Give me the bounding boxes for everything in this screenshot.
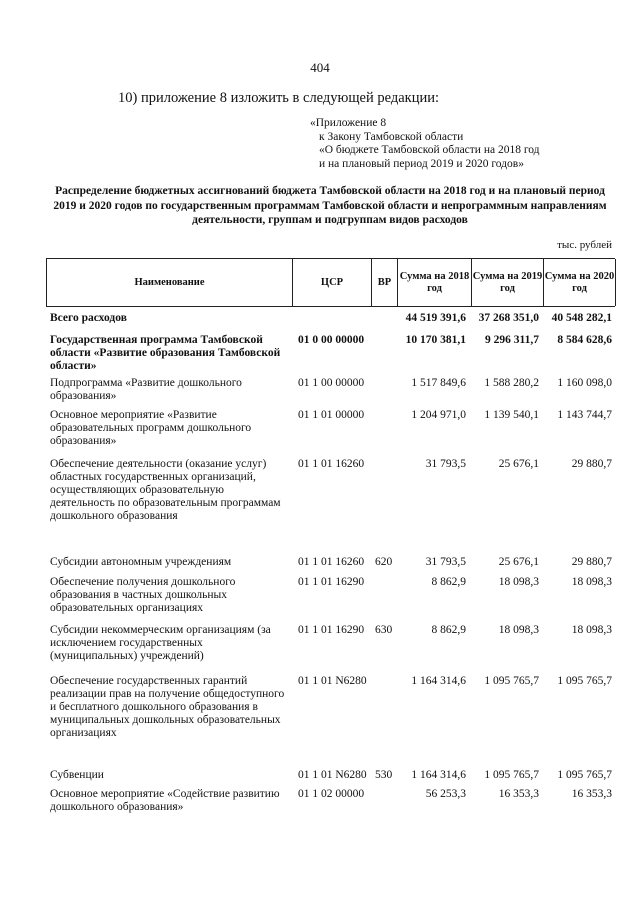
row-sum-2019: 9 296 311,7 — [485, 334, 539, 346]
row-sum-2020: 18 098,3 — [571, 576, 612, 588]
row-name: Обеспечение деятельности (оказание услуг) областных государственных организаций, осуществляющих образовательную деятельность по образовательным программам дошкольного образования — [50, 458, 281, 522]
intro-text: 10) приложение 8 изложить в следующей редакции: — [118, 90, 440, 106]
row-vr: 620 — [375, 556, 393, 568]
row-name: Субсидии автономным учреждениям — [50, 556, 232, 568]
header-vr: ВР — [372, 259, 398, 306]
row-csr: 01 1 01 16290 — [298, 576, 365, 588]
row-sum-2018: 44 519 391,6 — [405, 312, 466, 324]
row-sum-2019: 16 353,3 — [498, 788, 539, 800]
row-sum-2020: 1 095 765,7 — [557, 675, 612, 687]
row-sum-2019: 18 098,3 — [498, 624, 539, 636]
row-sum-2020: 8 584 628,6 — [557, 334, 612, 346]
row-csr: 01 1 01 00000 — [298, 409, 365, 421]
row-sum-2020: 29 880,7 — [571, 458, 612, 470]
row-name: Обеспечение получения дошкольного образования в частных дошкольных образовательных организациях — [50, 576, 236, 614]
annex-line-3: «О бюджете Тамбовской области на 2018 год — [319, 144, 540, 156]
budget-table — [46, 258, 615, 813]
row-csr: 01 1 01 16290 — [298, 624, 365, 636]
annex-line-1: «Приложение 8 — [310, 117, 387, 129]
row-sum-2019: 25 676,1 — [498, 458, 539, 470]
row-sum-2018: 31 793,5 — [425, 556, 466, 568]
header-sum-2020: Сумма на 2020 год — [544, 259, 616, 306]
row-csr: 01 1 01 16260 — [298, 556, 365, 568]
document-title: Распределение бюджетных ассигнований бюджета Тамбовской области на 2018 год и на плановый период 2019 и 2020 годов по государственным программам Тамбовской области и непрограммным направлениям деятельности, группам и подгруппам видов расходов — [53, 185, 607, 226]
row-name: Субсидии некоммерческим организациям (за исключением государственных (муниципальных) учреждений) — [50, 624, 271, 662]
row-sum-2018: 56 253,3 — [425, 788, 466, 800]
annex-header — [310, 117, 540, 171]
row-sum-2018: 1 517 849,6 — [411, 377, 466, 389]
row-sum-2019: 1 139 540,1 — [484, 409, 539, 421]
row-name: Основное мероприятие «Развитие образовательных программ дошкольного образования» — [50, 409, 252, 447]
row-sum-2020: 18 098,3 — [571, 624, 612, 636]
row-sum-2019: 18 098,3 — [498, 576, 539, 588]
row-name: Основное мероприятие «Содействие развитию дошкольного образования» — [50, 788, 280, 813]
row-sum-2019: 25 676,1 — [498, 556, 539, 568]
row-sum-2018: 1 164 314,6 — [411, 769, 466, 781]
row-sum-2020: 16 353,3 — [571, 788, 612, 800]
row-sum-2020: 40 548 282,1 — [551, 312, 612, 324]
header-csr: ЦСР — [293, 259, 372, 306]
header-name: Наименование — [47, 259, 293, 306]
table-header — [46, 258, 615, 307]
row-sum-2019: 37 268 351,0 — [478, 312, 539, 324]
row-sum-2020: 1 095 765,7 — [557, 769, 612, 781]
annex-line-4: и на плановый период 2019 и 2020 годов» — [319, 157, 524, 170]
page-number: 404 — [310, 60, 330, 75]
row-sum-2018: 10 170 381,1 — [405, 334, 466, 346]
row-sum-2018: 8 862,9 — [431, 624, 466, 636]
row-sum-2019: 1 095 765,7 — [484, 769, 539, 781]
row-name: Субвенции — [50, 769, 104, 781]
row-sum-2018: 8 862,9 — [431, 576, 466, 588]
row-vr: 630 — [375, 624, 393, 636]
row-sum-2020: 1 160 098,0 — [557, 377, 612, 389]
units-label: тыс. рублей — [557, 239, 612, 251]
row-csr: 01 1 01 N6280 — [298, 769, 367, 781]
row-csr: 01 0 00 00000 — [298, 334, 365, 346]
row-vr: 530 — [375, 769, 393, 781]
row-csr: 01 1 00 00000 — [298, 377, 365, 389]
row-sum-2019: 1 095 765,7 — [484, 675, 539, 687]
row-name: Обеспечение государственных гарантий реализации прав на получение общедоступного и бесплатного дошкольного образования в муниципальных дошкольных образовательных организациях — [50, 675, 285, 739]
row-sum-2018: 1 204 971,0 — [411, 409, 466, 421]
row-name: Всего расходов — [50, 312, 127, 324]
row-csr: 01 1 01 16260 — [298, 458, 365, 470]
row-sum-2018: 1 164 314,6 — [411, 675, 466, 687]
header-sum-2019: Сумма на 2019 год — [472, 259, 544, 306]
annex-line-2: к Закону Тамбовской области — [319, 130, 464, 143]
row-name: Государственная программа Тамбовской области «Развитие образования Тамбовской области» — [50, 334, 281, 372]
row-name: Подпрограмма «Развитие дошкольного образования» — [50, 377, 242, 402]
row-sum-2020: 1 143 744,7 — [557, 409, 612, 421]
row-csr: 01 1 01 N6280 — [298, 675, 367, 687]
row-sum-2019: 1 588 280,2 — [484, 377, 539, 389]
header-sum-2018: Сумма на 2018 год — [398, 259, 472, 306]
row-csr: 01 1 02 00000 — [298, 788, 365, 800]
row-sum-2020: 29 880,7 — [571, 556, 612, 568]
row-sum-2018: 31 793,5 — [425, 458, 466, 470]
